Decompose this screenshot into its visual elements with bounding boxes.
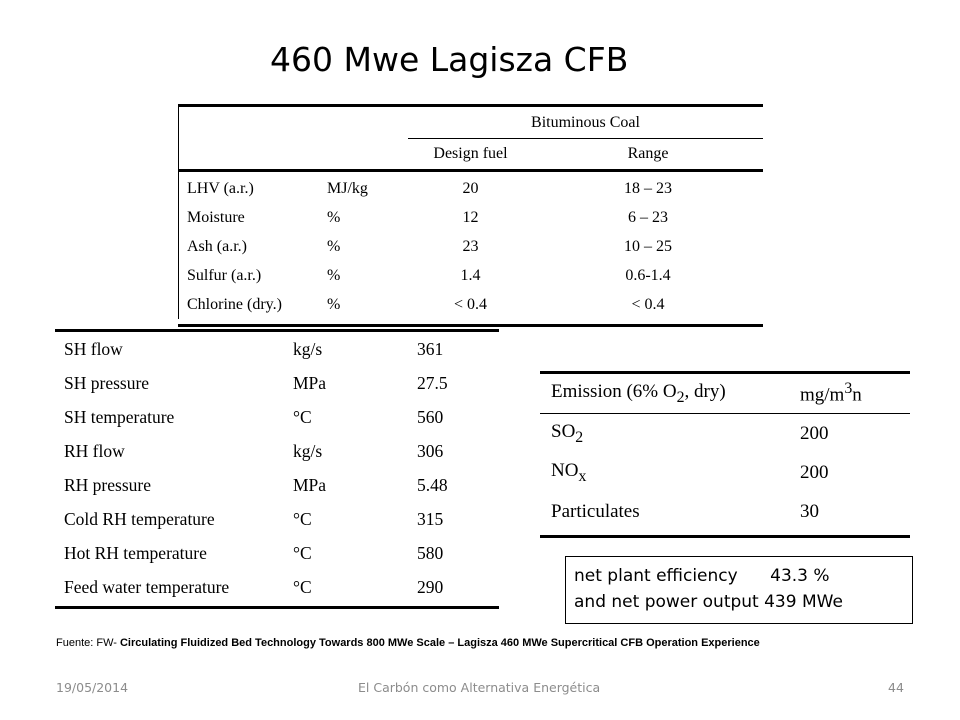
row-name-base: Particulates (551, 500, 640, 522)
row-name: Chlorine (dry.) (187, 296, 282, 313)
table-row (55, 400, 499, 434)
steam-table-body (55, 332, 499, 604)
row-name-base: SO (551, 420, 576, 442)
column-header-range: Range (627, 145, 669, 162)
emission-header-row (540, 374, 910, 413)
row-design-value: < 0.4 (453, 296, 488, 313)
table-row (540, 453, 910, 492)
table-row (55, 570, 499, 604)
footer-page-number: 44 (888, 680, 904, 695)
row-unit: °C (293, 508, 312, 529)
row-design-value: 12 (462, 209, 479, 226)
row-value: 361 (417, 338, 444, 359)
column-header-design-fuel: Design fuel (433, 145, 508, 162)
coal-group-header: Bituminous Coal (531, 113, 640, 131)
row-value: 290 (417, 576, 444, 597)
emission-table (540, 371, 910, 538)
table-row (178, 261, 763, 290)
row-unit: % (327, 209, 341, 226)
table-row (178, 203, 763, 232)
power-output-line: and net power output 439 MWe (574, 592, 843, 612)
row-design-value: 20 (462, 180, 479, 197)
row-value: 200 (800, 461, 829, 483)
table-row (55, 536, 499, 570)
row-value: 306 (417, 440, 444, 461)
table-bottom-rule (178, 324, 763, 327)
row-value: 30 (800, 500, 819, 522)
coal-properties-table (178, 104, 763, 327)
row-design-value: 23 (462, 238, 479, 255)
row-value: 27.5 (417, 372, 448, 393)
row-name (540, 501, 800, 523)
row-name-subscript: x (578, 467, 587, 485)
row-unit: °C (293, 406, 312, 427)
emission-header-name: Emission (6% $O_2$, dry) (551, 380, 726, 406)
efficiency-line: net plant efficiency 43.3 % (574, 566, 830, 586)
row-name: Moisture (187, 209, 245, 226)
row-name-base: NO (551, 459, 579, 481)
table-row (540, 492, 910, 531)
row-unit: MJ/kg (327, 180, 368, 197)
table-bottom-rule (55, 606, 499, 609)
efficiency-box (565, 556, 913, 624)
row-unit: °C (293, 576, 312, 597)
row-value: 200 (800, 422, 829, 444)
table-bottom-rule (540, 535, 910, 538)
row-value: 560 (417, 406, 444, 427)
row-value: 5.48 (417, 474, 448, 495)
table-row (55, 468, 499, 502)
row-name: SH flow (64, 338, 123, 359)
emission-table-body (540, 414, 910, 531)
table-row (540, 414, 910, 453)
row-unit: MPa (293, 372, 327, 393)
table-row (55, 366, 499, 400)
row-design-value: 1.4 (460, 267, 481, 284)
row-name: RH flow (64, 440, 125, 461)
table-row (178, 174, 763, 203)
row-range-value: 18 – 23 (624, 180, 672, 197)
table-row (55, 332, 499, 366)
row-unit: % (327, 267, 341, 284)
row-name: Sulfur (a.r.) (187, 267, 262, 284)
footer-date: 19/05/2014 (56, 680, 129, 695)
row-unit: MPa (293, 474, 327, 495)
table-row (178, 232, 763, 261)
table-row (55, 502, 499, 536)
steam-parameters-table (55, 329, 499, 609)
row-name-subscript: 2 (575, 428, 584, 446)
row-name: Feed water temperature (64, 576, 230, 597)
row-range-value: < 0.4 (631, 296, 665, 313)
row-name: Hot RH temperature (64, 542, 207, 563)
row-value: 315 (417, 508, 444, 529)
table-row (55, 434, 499, 468)
row-unit: kg/s (293, 338, 323, 359)
row-unit: % (327, 238, 341, 255)
page-title: 460 Mwe Lagisza CFB (270, 40, 629, 79)
row-name: LHV (a.r.) (187, 180, 254, 197)
row-value: 580 (417, 542, 444, 563)
emission-header-unit: $mg/m^3n$ (800, 380, 862, 406)
row-name (540, 460, 800, 486)
table-row (178, 290, 763, 319)
row-name: Cold RH temperature (64, 508, 215, 529)
row-range-value: 10 – 25 (624, 238, 672, 255)
row-unit: °C (293, 542, 312, 563)
footer-title: El Carbón como Alternativa Energética (358, 680, 601, 695)
row-unit: % (327, 296, 341, 313)
row-name: Ash (a.r.) (187, 238, 247, 255)
row-name (540, 421, 800, 447)
row-unit: kg/s (293, 440, 323, 461)
header-bottom-rule (178, 169, 763, 172)
row-name: SH pressure (64, 372, 150, 393)
row-range-value: 0.6-1.4 (625, 267, 671, 284)
row-range-value: 6 – 23 (628, 209, 668, 226)
row-name: RH pressure (64, 474, 151, 495)
coal-table-body (178, 174, 763, 319)
table-left-border (178, 104, 179, 319)
row-name: SH temperature (64, 406, 175, 427)
source-citation: Fuente: FW- Circulating Fluidized Bed Technology Towards 800 MWe Scale – Lagisza 460 MWe Supercritical CFB Operation Experience (56, 637, 760, 649)
coal-column-header-row (178, 139, 763, 169)
coal-group-header-row (178, 107, 763, 138)
